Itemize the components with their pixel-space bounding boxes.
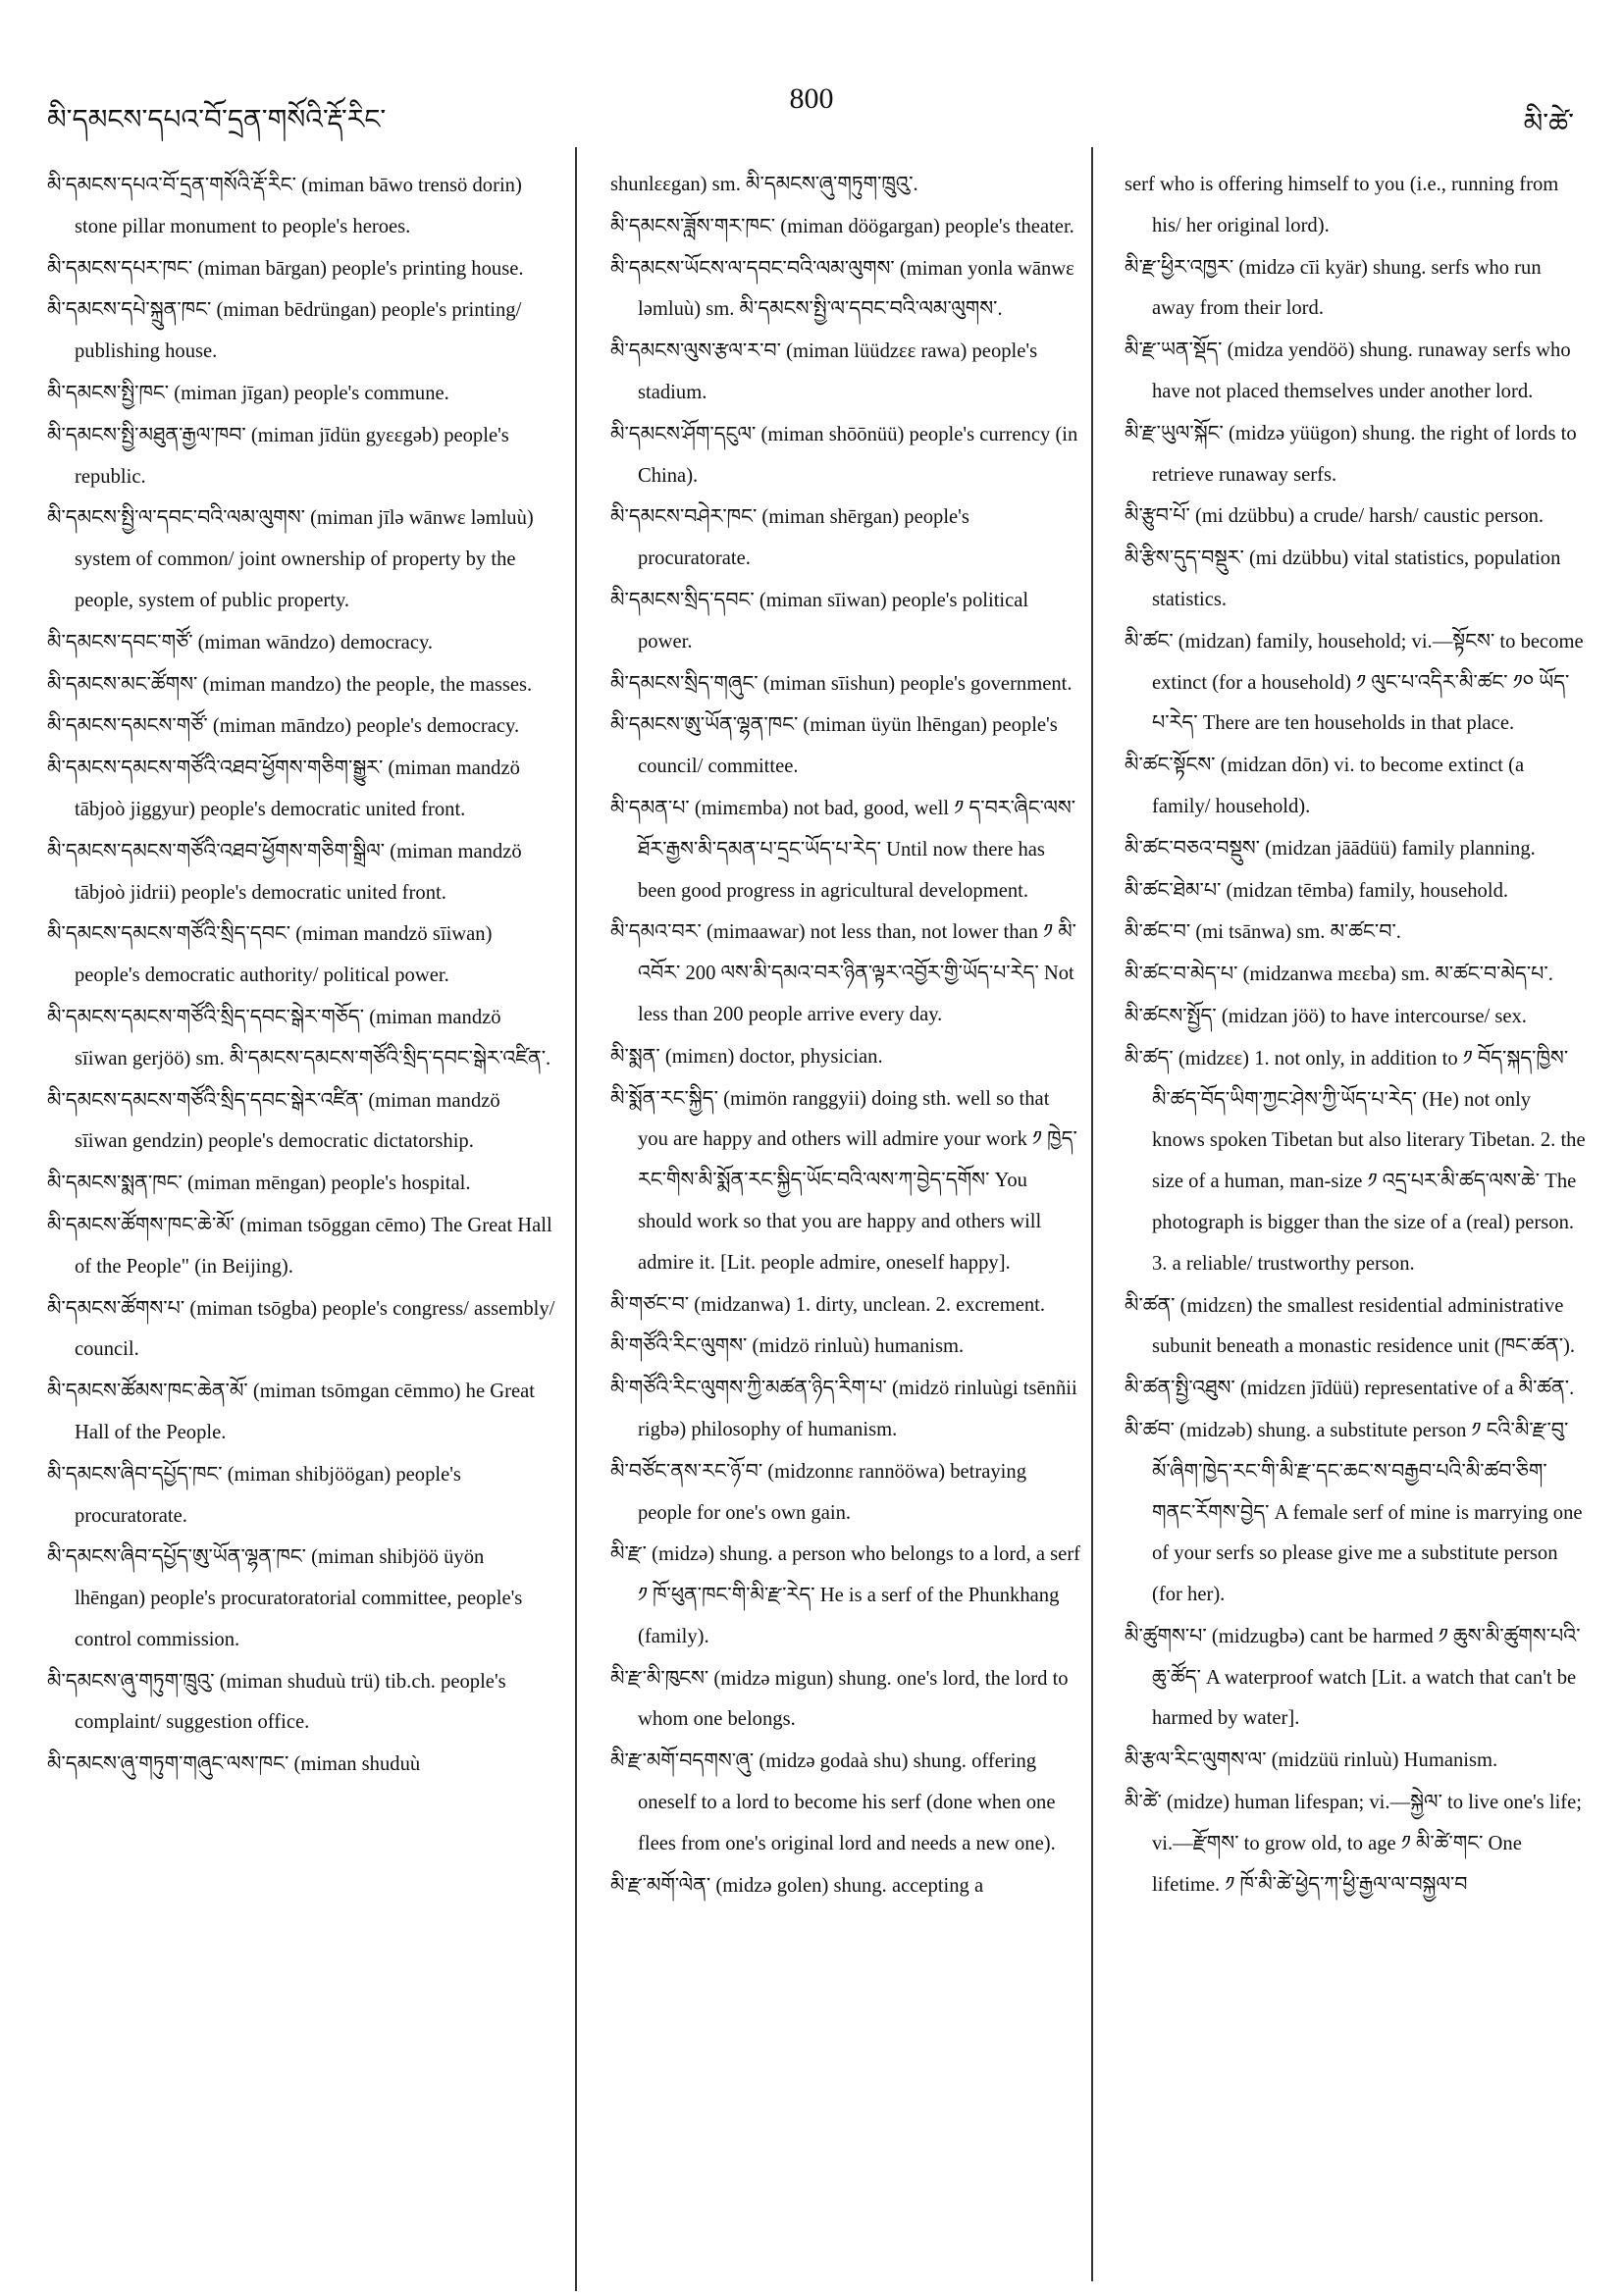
dictionary-entry xyxy=(47,289,557,373)
dictionary-entry xyxy=(610,1534,1081,1657)
dictionary-entry xyxy=(47,1288,557,1372)
entry-headword: མི་གཙོའི་རིང་ལུགས་ཀྱི་མཚན་ཉིད་རིག་པ་ xyxy=(610,1376,887,1400)
entry-definition: (midzə migun) shung. one's lord, the lord to whom one belongs. xyxy=(638,1667,1069,1731)
entry-definition: (mi dzübbu) a crude/ harsh/ caustic person. xyxy=(1189,505,1544,528)
dictionary-entry xyxy=(47,913,557,997)
dictionary-entry xyxy=(47,373,557,415)
dictionary-entry xyxy=(1125,1740,1586,1782)
entry-headword: མི་དམངས་ཞུ་གཏུག་གཞུང་ལས་ཁང་ xyxy=(47,1751,289,1776)
entry-headword: མི་གཙོའི་རིང་ལུགས་ xyxy=(610,1333,748,1358)
entry-definition: serf who is offering himself to you (i.e., running from his/ her original lord). xyxy=(1125,174,1559,236)
entry-definition: (miman lüüdzɛɛ rawa) people's stadium. xyxy=(638,340,1038,403)
entry-definition: (miman jīlə wānwɛ ləmluù) system of common/ joint ownership of property by the people, system of public property. xyxy=(75,507,534,611)
entry-definition: (midza yendöö) shung. runaway serfs who have not placed themselves under another lord. xyxy=(1152,339,1571,402)
dictionary-entry xyxy=(610,1451,1081,1535)
entry-definition: (mimön ranggyii) doing sth. well so that you are happy and others will admire your work ༡ ཁྱེད་རང་གིས་མི་སྨོན་རང་སྐྱིད་ཡོང་བའི་ལས་ཀ་བྱེད་དགོས་ You should work so that you are happy and others will admire it. [Lit. people admire, oneself happy]. xyxy=(638,1087,1077,1274)
entry-definition: (midzö rinluù) humanism. xyxy=(747,1335,965,1358)
dictionary-entry xyxy=(610,1658,1081,1742)
entry-definition: (midzə) shung. a person who belongs to a lord, a serf ༡ ཁོ་ཕུན་ཁང་གི་མི་རྫ་རེད་ He is a serf of the Phunkhang (family). xyxy=(638,1543,1081,1647)
entry-headword: མི་བཙོང་ནས་རང་ཉོ་བ་ xyxy=(610,1458,763,1483)
entry-headword: མི་དམངས་དམངས་གཙོ་ xyxy=(47,713,208,738)
entry-definition: (miman shuduù trü) tib.ch. people's complaint/ suggestion office. xyxy=(75,1670,506,1734)
dictionary-column-3 xyxy=(1125,165,1586,2274)
dictionary-entry xyxy=(47,1537,557,1660)
entry-headword: མི་དམངས་དཔར་ཁང་ xyxy=(47,255,193,280)
entry-definition: (midzan dōn) vi. to become extinct (a family/ household). xyxy=(1152,755,1525,817)
dictionary-entry xyxy=(47,748,557,831)
column-divider xyxy=(1091,147,1093,2281)
dictionary-column-2 xyxy=(610,165,1081,2274)
entry-headword: མི་དམངས་སྨན་ཁང་ xyxy=(47,1171,183,1195)
dictionary-entry xyxy=(1125,1782,1586,1905)
dictionary-entry xyxy=(610,1368,1081,1451)
entry-headword: མི་རྩིས་དུད་བསྡུར་ xyxy=(1125,546,1244,570)
page-number: 800 xyxy=(789,82,834,115)
dictionary-entry xyxy=(47,497,557,621)
dictionary-entry xyxy=(1125,870,1586,913)
entry-headword: མི་དམངས་སྲིད་དབང་ xyxy=(610,587,755,611)
dictionary-entry xyxy=(47,415,557,498)
entry-headword: མི་དམངས་དམངས་གཙོའི་འཐབ་ཕྱོགས་གཅིག་སྒྲིལ་ xyxy=(47,838,386,862)
entry-definition: (miman mandzö sīiwan gerjöö) sm. མི་དམངས་དམངས་གཙོའི་སྲིད་དབང་སྒེར་འཛིན་. xyxy=(75,1006,551,1070)
entry-headword: མི་དམངས་སྤྱི་ཁང་ xyxy=(47,380,170,404)
dictionary-entry xyxy=(1125,1285,1586,1369)
entry-headword: མི་རྫ་ xyxy=(610,1541,647,1566)
entry-headword: མི་དམངས་ཤོག་དངུལ་ xyxy=(610,421,757,445)
entry-definition: (miman jīdün gyɛɛgəb) people's republic. xyxy=(75,424,509,488)
entry-definition: (miman māndzo) people's democracy. xyxy=(207,715,520,738)
entry-headword: མི་དམངས་དམངས་གཙོའི་འཐབ་ཕྱོགས་གཅིག་སྒྱུར་ xyxy=(47,756,384,780)
entry-definition: (midzanwa mɛɛba) sm. མ་ཚང་བ་མེད་པ་. xyxy=(1237,964,1553,986)
entry-definition: shunlɛɛgan) sm. མི་དམངས་ཞུ་གཏུག་ཁྲུའུ་. xyxy=(610,174,918,195)
entry-definition: (miman mandzö tābjoò jiggyur) people's democratic united front. xyxy=(75,757,520,820)
entry-definition: (miman shōōnüü) people's currency (in China). xyxy=(638,423,1078,487)
entry-headword: མི་དམངས་སྤྱི་ལ་དབང་བའི་ལམ་ལུགས་ xyxy=(47,505,305,530)
dictionary-entry xyxy=(1125,954,1586,996)
running-head-right: མི་ཚེ་ xyxy=(1523,107,1574,139)
entry-headword: མི་དམངས་དབང་གཙོ་ xyxy=(47,629,193,653)
entry-headword: མི་དམངས་ཞིབ་དཔྱོད་ཁང་ xyxy=(47,1461,223,1486)
dictionary-entry xyxy=(47,705,557,748)
entry-definition: (miman yonla wānwɛ ləmluù) sm. མི་དམངས་སྤྱི་ལ་དབང་བའི་ལམ་ལུགས་. xyxy=(638,257,1074,321)
entry-definition: (mimɛmba) not bad, good, well ༡ ད་བར་ཞིང་ལས་ཐོར་རྒྱས་མི་དམན་པ་དྲང་ཡོད་པ་རེད་ Until now there has been good progress in agricultural development. xyxy=(638,797,1076,902)
dictionary-entry xyxy=(610,1326,1081,1368)
entry-definition: (midzö rinluùgi tsēnñii rigbə) philosophy of humanism. xyxy=(638,1378,1077,1440)
dictionary-entry xyxy=(47,622,557,664)
dictionary-entry xyxy=(1125,745,1586,828)
entry-definition: (midzan jöö) to have intercourse/ sex. xyxy=(1216,1005,1527,1027)
entry-definition: (miman mandzö sīiwan) people's democratic authority/ political power. xyxy=(75,923,493,987)
dictionary-entry xyxy=(1125,912,1586,954)
entry-definition: (miman shibjöögan) people's procuratorate. xyxy=(75,1463,461,1527)
entry-headword: མི་རྫ་མི་ཁུངས་ xyxy=(610,1665,709,1690)
entry-headword: མི་དམའ་བར་ xyxy=(610,919,702,944)
entry-headword: མི་དམངས་ལུས་རྩལ་ར་བ་ xyxy=(610,339,781,363)
dictionary-entry xyxy=(610,414,1081,497)
entry-headword: མི་ཚེ་ xyxy=(1125,1790,1162,1814)
dictionary-entry xyxy=(610,1741,1081,1864)
dictionary-entry xyxy=(47,1205,557,1288)
entry-definition: (midzüü rinluù) Humanism. xyxy=(1266,1749,1498,1772)
dictionary-entry xyxy=(1125,1410,1586,1616)
entry-headword: མི་ཚབ་ xyxy=(1125,1417,1175,1441)
entry-definition: (miman mandzo) the people, the masses. xyxy=(197,673,533,696)
entry-headword: མི་ཚུགས་པ་ xyxy=(1125,1623,1207,1647)
entry-headword: མི་ཚང་བ་མེད་པ་ xyxy=(1125,962,1238,986)
dictionary-entry xyxy=(610,206,1081,248)
entry-definition: (mimɛn) doctor, physician. xyxy=(659,1045,883,1068)
entry-headword: མི་ཚན་སྤྱི་འཐུས་ xyxy=(1125,1376,1235,1400)
entry-definition: (miman döögargan) people's theater. xyxy=(775,215,1074,237)
dictionary-entry xyxy=(47,165,557,248)
entry-headword: མི་ཚང་ཐེམ་པ་ xyxy=(1125,877,1222,902)
entry-definition: (midzan jāādüü) family planning. xyxy=(1259,837,1536,860)
entry-headword: མི་དམངས་ཨུ་ཡོན་ལྷན་ཁང་ xyxy=(610,712,799,737)
entry-headword: མི་དམངས་དཔེ་སྐྲུན་ཁང་ xyxy=(47,297,212,322)
entry-definition: (miman tsōmgan cēmmo) he Great Hall of the People. xyxy=(75,1381,535,1443)
running-head-left: མི་དམངས་དཔའ་བོ་དྲན་གསོའི་རྡོ་རིང་ xyxy=(47,103,387,135)
entry-definition: (midzə yüügon) shung. the right of lords to retrieve runaway serfs. xyxy=(1152,422,1577,486)
entry-definition: (miman sīishun) people's government. xyxy=(758,672,1073,695)
dictionary-entry xyxy=(47,997,557,1080)
entry-headword: མི་སྨན་ xyxy=(610,1043,660,1068)
entry-definition: (mi tsānwa) sm. མ་ཚང་བ་. xyxy=(1190,921,1401,944)
entry-headword: མི་རྩལ་རིང་ལུགས་ལ་ xyxy=(1125,1748,1267,1772)
entry-definition: (miman shērgan) people's procuratorate. xyxy=(638,506,969,570)
entry-definition: (midzɛɛ) 1. not only, in addition to ༡ བོད་སྐད་ཁྱིས་མི་ཚད་བོད་ཡིག་ཀྱང་ཤེས་ཀྱི་ཡོད་པ་རེད་ (He) not only knows spoken Tibetan but also literary Tibetan. 2. the size of a human, man-size ༡ འདྲ་པར་མི་ཚད་ལས་ཆེ་ The photograph is bigger than the size of a (real) person. 3. a reliable/ trustworthy person. xyxy=(1152,1047,1586,1275)
dictionary-entry xyxy=(610,496,1081,580)
entry-definition: (midzanwa) 1. dirty, unclean. 2. excrement. xyxy=(689,1293,1046,1316)
column-divider xyxy=(575,147,577,2291)
entry-definition: (midzan) family, household; vi.—སྟོངས་ to become extinct (for a household) ༡ ལུང་པ་འདིར་མི་ཚང་ ༡༠ ཡོད་པ་རེད་ There are ten households in that place. xyxy=(1152,630,1584,735)
dictionary-entry xyxy=(1125,165,1586,247)
entry-headword: མི་རྫ་མགོ་བདགས་ཞུ་ xyxy=(610,1748,755,1773)
entry-definition: (miman shuduù xyxy=(288,1753,421,1776)
entry-definition: (miman wāndzo) democracy. xyxy=(192,631,434,653)
dictionary-entry xyxy=(1125,1368,1586,1410)
dictionary-entry xyxy=(1125,538,1586,621)
entry-definition: (miman sīiwan) people's political power. xyxy=(638,589,1029,652)
entry-definition: (miman mēngan) people's hospital. xyxy=(182,1173,471,1195)
entry-definition: (midzɛn) the smallest residential administrative subunit beneath a monastic residence unit (ཁང་ཚན་). xyxy=(1152,1294,1576,1358)
entry-definition: (miman bārgan) people's printing house. xyxy=(192,257,524,280)
dictionary-entry xyxy=(1125,330,1586,413)
entry-definition: (midzəb) shung. a substitute person ༡ ངའི་མི་རྫ་བུ་མོ་ཞིག་ཁྱེད་རང་གི་མི་རྫ་དང་ཆང་ས་བརྒྱབ་པའི་མི་ཚབ་ཅིག་གནང་རོགས་བྱེད་ A female serf of mine is marrying one of your serfs so please give me a substitute person (for her). xyxy=(1152,1419,1583,1606)
entry-headword: མི་ཚན་ xyxy=(1125,1292,1176,1317)
dictionary-entry xyxy=(610,1284,1081,1327)
entry-definition: (miman tsōggan cēmo) The Great Hall of the People" (in Beijing). xyxy=(75,1214,552,1278)
page-header xyxy=(0,69,1623,137)
entry-headword: མི་རྫ་ཡུལ་སྐོང་ xyxy=(1125,420,1224,444)
entry-headword: མི་རྫ་མགོ་ལེན་ xyxy=(610,1872,711,1897)
entry-headword: མི་ཚང་ xyxy=(1125,628,1174,652)
entry-definition: (midzan tēmba) family, household. xyxy=(1221,879,1509,902)
entry-headword: མི་སྨོན་རང་སྐྱིད་ xyxy=(610,1085,718,1110)
dictionary-entry xyxy=(1125,1616,1586,1740)
dictionary-entry xyxy=(47,1454,557,1538)
dictionary-entry xyxy=(47,1661,557,1745)
dictionary-entry xyxy=(610,1865,1081,1907)
entry-definition: (miman mandzö tābjoò jidrii) people's democratic united front. xyxy=(75,840,522,904)
dictionary-entry xyxy=(47,248,557,290)
dictionary-entry xyxy=(1125,828,1586,870)
dictionary-entry xyxy=(1125,496,1586,538)
entry-headword: མི་དམངས་ཚོགས་ཁང་ཆེ་མོ་ xyxy=(47,1212,236,1236)
entry-headword: མི་ཚང་བ་ xyxy=(1125,919,1191,944)
entry-definition: (midze) human lifespan; vi.—སྐྱེལ་ to live one's life; vi.—རྫོགས་ to grow old, to age ༡ མི་ཚེ་གང་ One lifetime. ༡ ཁོ་མི་ཚེ་ཕྱེད་ཀ་ཕྱི་རྒྱལ་ལ་བསྐྱལ་བ xyxy=(1152,1792,1583,1896)
dictionary-entry xyxy=(47,1080,557,1164)
entry-headword: མི་དམངས་ཞུ་གཏུག་ཁྲུའུ་ xyxy=(47,1668,215,1693)
entry-definition: (midzə godaà shu) shung. offering oneself to a lord to become his serf (done when one flees from one's original lord and needs a new one). xyxy=(638,1750,1056,1854)
entry-definition: (midzɛn jīdüü) representative of a མི་ཚན་. xyxy=(1234,1378,1575,1400)
entry-definition: (miman shibjöö üyön lhēngan) people's procuratoratorial committee, people's control commission. xyxy=(75,1546,523,1650)
entry-definition: (midzə cīi kyär) shung. serfs who run away from their lord. xyxy=(1152,256,1542,320)
entry-headword: མི་དམངས་མང་ཚོགས་ xyxy=(47,671,198,696)
entry-headword: མི་དམངས་ཡོངས་ལ་དབང་བའི་ལམ་ལུགས་ xyxy=(610,255,895,280)
entry-definition: (mi dzübbu) vital statistics, population statistics. xyxy=(1152,548,1561,610)
dictionary-entry xyxy=(610,580,1081,663)
dictionary-entry xyxy=(1125,413,1586,496)
entry-headword: མི་དམངས་སྤྱི་མཐུན་རྒྱལ་ཁབ་ xyxy=(47,422,246,446)
entry-definition: (mimaawar) not less than, not lower than ༡ མི་འབོར་ 200 ལས་མི་དམའ་བར་ཉིན་ལྟར་འབྱོར་གྱི་ཡོད་པ་རེད་ Not less than 200 people arrive every day. xyxy=(638,921,1077,1025)
dictionary-entry xyxy=(610,704,1081,788)
entry-definition: (miman bēdrüngan) people's printing/ publishing house. xyxy=(75,299,522,363)
entry-headword: མི་དམངས་ཚོགས་པ་ xyxy=(47,1295,185,1320)
dictionary-entry xyxy=(1125,996,1586,1038)
entry-definition: (miman jīgan) people's commune. xyxy=(169,382,449,404)
entry-headword: མི་དམན་པ་ xyxy=(610,795,690,819)
entry-headword: མི་དམངས་དམངས་གཙོའི་སྲིད་དབང་སྒེར་གཅོད་ xyxy=(47,1004,365,1028)
entry-definition: (midzonnɛ rannööwa) betraying people for one's own gain. xyxy=(638,1460,1027,1524)
entry-headword: མི་དམངས་ཟློས་གར་ཁང་ xyxy=(610,213,776,237)
dictionary-entry xyxy=(47,1744,557,1786)
dictionary-entry xyxy=(610,165,1081,206)
dictionary-entry xyxy=(1125,1038,1586,1285)
entry-definition: (miman tsōgba) people's congress/ assembly/ council. xyxy=(75,1297,555,1361)
entry-headword: མི་ཚངས་སྤྱོད་ xyxy=(1125,1003,1217,1027)
dictionary-entry xyxy=(610,663,1081,705)
entry-headword: མི་དམངས་ཞིབ་དཔྱོད་ཨུ་ཡོན་ལྷན་ཁང་ xyxy=(47,1544,306,1569)
dictionary-entry xyxy=(1125,621,1586,745)
entry-definition: (midzugbə) cant be harmed ༡ ཆུས་མི་ཚུགས་པའི་ཆུ་ཚོད་ A waterproof watch [Lit. a watch that can't be harmed by water]. xyxy=(1152,1625,1581,1730)
dictionary-entry xyxy=(610,1036,1081,1078)
dictionary-column-1 xyxy=(47,165,557,2274)
entry-headword: མི་ཚང་བཅའ་བསྡུས་ xyxy=(1125,835,1260,860)
dictionary-entry xyxy=(47,1163,557,1205)
dictionary-entry xyxy=(1125,247,1586,331)
dictionary-entry xyxy=(47,664,557,706)
entry-headword: མི་ཚང་སྟོངས་ xyxy=(1125,753,1216,777)
dictionary-entry xyxy=(47,1371,557,1454)
entry-headword: མི་རྩུབ་པོ་ xyxy=(1125,503,1190,528)
entry-definition: (miman mandzö sīiwan gendzin) people's democratic dictatorship. xyxy=(75,1089,500,1153)
dictionary-entry xyxy=(610,912,1081,1035)
entry-headword: མི་དམངས་སྲིད་གཞུང་ xyxy=(610,670,759,695)
dictionary-entry xyxy=(610,248,1081,332)
entry-headword: མི་རྫ་ཕྱིར་འཁྱར་ xyxy=(1125,254,1234,279)
entry-definition: (miman bāwo trensö dorin) stone pillar monument to people's heroes. xyxy=(75,175,522,237)
entry-headword: མི་དམངས་དམངས་གཙོའི་སྲིད་དབང་སྒེར་འཛིན་ xyxy=(47,1087,364,1112)
dictionary-entry xyxy=(610,331,1081,414)
entry-headword: མི་དམངས་དཔའ་བོ་དྲན་གསོའི་རྡོ་རིང་ xyxy=(47,173,296,196)
dictionary-entry xyxy=(610,1078,1081,1284)
entry-headword: མི་དམངས་ཚོམས་ཁང་ཆེན་མོ་ xyxy=(47,1379,248,1403)
entry-headword: མི་དམངས་དམངས་གཙོའི་སྲིད་དབང་ xyxy=(47,921,291,946)
entry-definition: (midzə golen) shung. accepting a xyxy=(710,1874,984,1897)
entry-headword: མི་དམངས་བཤེར་ཁང་ xyxy=(610,504,758,529)
entry-headword: མི་རྫ་ཡན་སྡོད་ xyxy=(1125,338,1223,362)
dictionary-entry xyxy=(47,831,557,914)
dictionary-entry xyxy=(610,788,1081,912)
entry-headword: མི་གཙང་བ་ xyxy=(610,1291,690,1316)
entry-definition: (miman üyün lhēngan) people's council/ committee. xyxy=(638,714,1058,778)
entry-headword: མི་ཚད་ xyxy=(1125,1045,1174,1070)
